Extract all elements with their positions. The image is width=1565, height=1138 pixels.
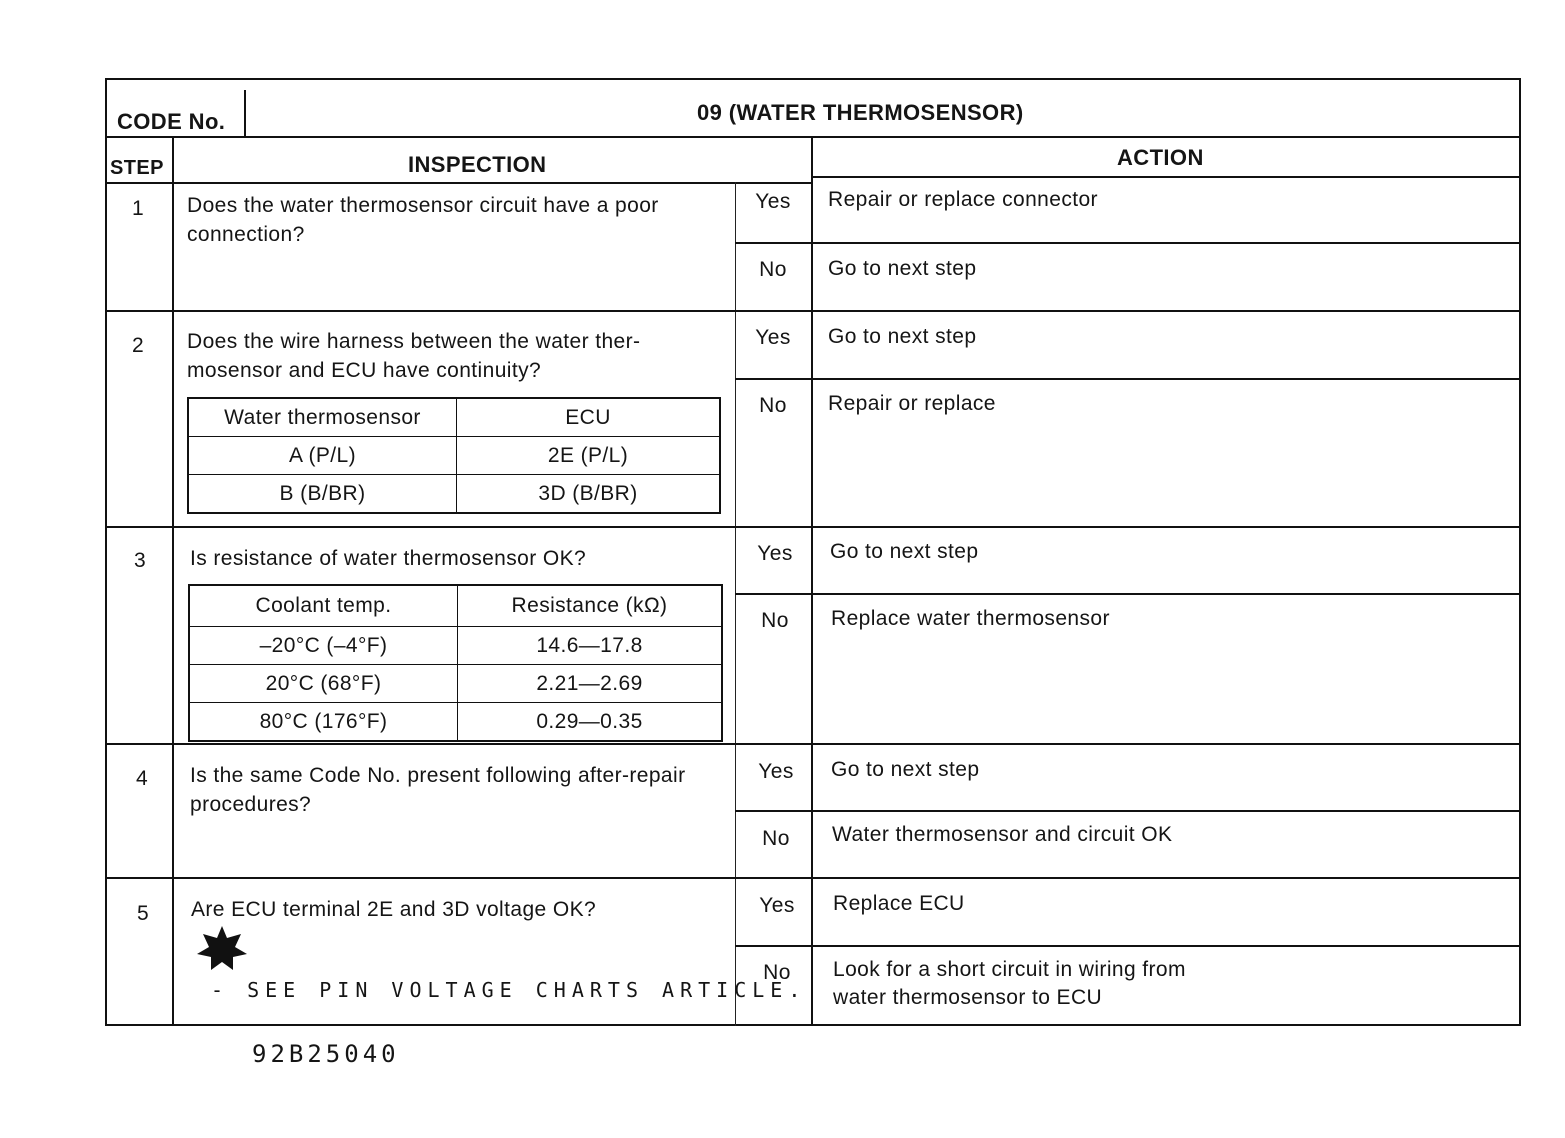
code-label-divider [244,90,246,136]
table-row [188,475,720,514]
no-label: No [759,258,787,281]
no-label: No [761,609,789,632]
no-action: Replace water thermosensor [831,607,1110,630]
step-number: 1 [131,197,145,220]
table-row [189,703,722,742]
step-question: Does the water thermosensor circuit have a poor connection? [187,194,659,246]
figure-id: 92B25040 [252,1040,400,1068]
table-header-cell: Water thermosensor [188,398,457,437]
yes-action: Go to next step [831,758,980,781]
table-header-cell: ECU [457,398,721,437]
step-number: 3 [133,549,147,572]
step-divider-3 [105,743,1521,745]
step-number: 5 [136,902,150,925]
resistance-table [188,584,723,742]
action-column-header: ACTION [1117,145,1204,170]
yesno-column-line [735,182,736,1026]
table-header-cell: Resistance (kΩ) [458,585,723,627]
table-cell: 80°C (176°F) [189,703,458,742]
no-action-line-1: Look for a short circuit in wiring from [833,958,1186,981]
yes-action: Go to next step [828,325,977,348]
table-row [188,437,720,475]
yes-action: Repair or replace connector [828,188,1098,211]
header-divider [105,136,1521,138]
code-title: 09 (WATER THERMOSENSOR) [697,100,1024,125]
yes-no-divider-4 [735,810,1521,812]
table-cell: 2E (P/L) [457,437,721,475]
code-label: CODE No. [117,109,226,134]
pin-voltage-note: - SEE PIN VOLTAGE CHARTS ARTICLE. [211,978,807,1002]
no-action: Go to next step [828,257,977,280]
yes-action: Replace ECU [833,892,965,915]
yes-label: Yes [755,326,791,349]
yes-label: Yes [759,894,795,917]
star-icon [195,924,249,972]
table-header-cell: Coolant temp. [189,585,458,627]
no-action-line-2: water thermosensor to ECU [833,986,1103,1009]
yes-label: Yes [755,190,791,213]
yes-label: Yes [757,542,793,565]
table-cell: 14.6—17.8 [458,627,723,665]
yes-no-divider-3 [735,593,1521,595]
table-cell: 3D (B/BR) [457,475,721,514]
step-divider-2 [105,526,1521,528]
no-action: Repair or replace [828,392,996,415]
step-number: 4 [135,767,149,790]
table-row [189,665,722,703]
yes-action: Go to next step [830,540,979,563]
no-action: Water thermosensor and circuit OK [832,823,1173,846]
yes-no-divider-1 [735,242,1521,244]
table-cell: 20°C (68°F) [189,665,458,703]
table-cell: 0.29—0.35 [458,703,723,742]
step-question: Is resistance of water thermosensor OK? [190,547,587,570]
no-label: No [762,827,790,850]
column-header-divider-action [811,176,1521,178]
inspection-column-header: INSPECTION [408,152,547,177]
table-row [189,585,722,627]
step-question: Are ECU terminal 2E and 3D voltage OK? [191,898,597,921]
no-label: No [763,961,791,984]
step-divider-1 [105,310,1521,312]
step-question: Is the same Code No. present following after-repair procedures? [190,764,686,816]
table-cell: B (B/BR) [188,475,457,514]
step-column-header: STEP [110,157,164,179]
step-number: 2 [131,334,145,357]
step-question: Does the wire harness between the water ther-mosensor and ECU have continuity? [187,330,641,382]
table-cell: A (P/L) [188,437,457,475]
table-cell: –20°C (–4°F) [189,627,458,665]
table-row [189,627,722,665]
step-column-line [172,136,174,1026]
no-label: No [759,394,787,417]
column-header-divider [105,182,811,184]
yes-label: Yes [758,760,794,783]
step-divider-4 [105,877,1521,879]
table-row [188,398,720,437]
yes-no-divider-2 [735,378,1521,380]
table-cell: 2.21—2.69 [458,665,723,703]
continuity-table [187,397,721,514]
yes-no-divider-5 [735,945,1521,947]
